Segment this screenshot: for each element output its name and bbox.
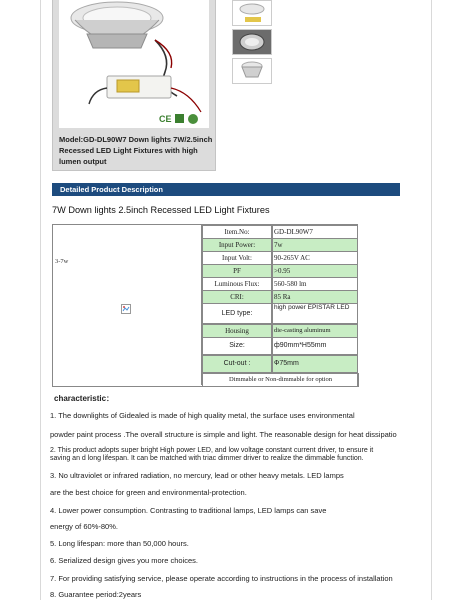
spec-key: LED type: xyxy=(202,303,272,324)
spec-value: 560-580 lm xyxy=(272,277,358,291)
spec-key: Item.No: xyxy=(202,225,272,239)
spec-value: GD-DL90W7 xyxy=(272,225,358,239)
svg-text:CE: CE xyxy=(159,114,172,124)
paragraph-line: 4. Lower power consumption. Contrasting to traditional lamps, LED lamps can save xyxy=(50,506,327,515)
spec-row xyxy=(202,251,357,264)
spec-key: CRI: xyxy=(202,290,272,304)
paragraph-line: 3. No ultraviolet or infrared radiation, no mercury, lead or other heavy metals. LED lamps xyxy=(50,471,344,480)
paragraph-line: 1. The downlights of Gidealed is made of high quality metal, the surface uses environmental xyxy=(50,411,355,420)
product-subtitle: 7W Down lights 2.5inch Recessed LED Light Fixtures xyxy=(52,205,270,215)
spec-row xyxy=(202,264,357,277)
thumbnail-3[interactable] xyxy=(232,58,272,84)
spec-key: PF xyxy=(202,264,272,278)
characteristic-heading: characteristic： xyxy=(54,394,115,403)
spec-value: high power EPISTAR LED xyxy=(272,303,358,324)
spec-row xyxy=(202,355,357,372)
product-hero xyxy=(52,0,216,171)
spec-key: Input Power: xyxy=(202,238,272,252)
spec-key: Luminous Flux: xyxy=(202,277,272,291)
spec-value: Ф75mm xyxy=(272,355,358,373)
spec-table xyxy=(52,224,358,387)
spec-row xyxy=(202,225,357,238)
paragraph-line: 5. Long lifespan: more than 50,000 hours. xyxy=(50,539,189,548)
spec-row xyxy=(202,337,357,354)
spec-value: die-casting aluminum xyxy=(272,324,358,338)
spec-value: 85 Ra xyxy=(272,290,358,304)
spec-row xyxy=(202,303,357,323)
spec-row xyxy=(202,277,357,290)
section-title: Detailed Product Description xyxy=(60,185,163,194)
paragraph-line: powder paint process .The overall structure is simple and light. The reasonable design for heat dissipatio xyxy=(50,430,397,439)
spec-image-cell xyxy=(53,225,202,385)
product-caption: Model:GD-DL90W7 Down lights 7W/2.5inch Recessed LED Light Fixtures with high lumen output xyxy=(59,135,213,166)
thumbnail-1[interactable] xyxy=(232,0,272,26)
spec-value: ф90mm*H55mm xyxy=(272,337,358,355)
spec-row xyxy=(202,238,357,251)
spec-row xyxy=(202,290,357,303)
dimmable-note: Dimmable or Non-dimmable for option xyxy=(202,373,359,387)
spec-key: Size: xyxy=(202,337,272,355)
section-header xyxy=(52,183,400,196)
product-photo[interactable] xyxy=(59,0,209,128)
spec-key: Cut-out : xyxy=(202,355,272,373)
paragraph-line: 2. This product adopts super bright High power LED, and low voltage constant current driver, to ensure it xyxy=(50,447,374,454)
paragraph-line: 8. Guarantee period:2years xyxy=(50,590,142,599)
paragraph-line: 7. For providing satisfying service, please operate according to instructions in the process of installation xyxy=(50,574,393,583)
spec-key: Housing xyxy=(202,324,272,338)
paragraph-line: 6. Serialized design gives you more choices. xyxy=(50,556,198,565)
spec-value: >0.95 xyxy=(272,264,358,278)
paragraph-line: saving an d long lifespan. It can be matched with triac dimmer driver to realize the dimmable function. xyxy=(50,455,364,462)
thumbnail-2[interactable] xyxy=(232,29,272,55)
spec-value: 7w xyxy=(272,238,358,252)
broken-image-icon xyxy=(121,301,131,311)
spec-row xyxy=(202,324,357,337)
paragraph-line: energy of 60%-80%. xyxy=(50,522,118,531)
spec-key: Input Volt: xyxy=(202,251,272,265)
paragraph-line: are the best choice for green and environmental-protection. xyxy=(50,488,247,497)
power-range-label: 3-7w xyxy=(55,258,69,265)
spec-value: 90-265V AC xyxy=(272,251,358,265)
